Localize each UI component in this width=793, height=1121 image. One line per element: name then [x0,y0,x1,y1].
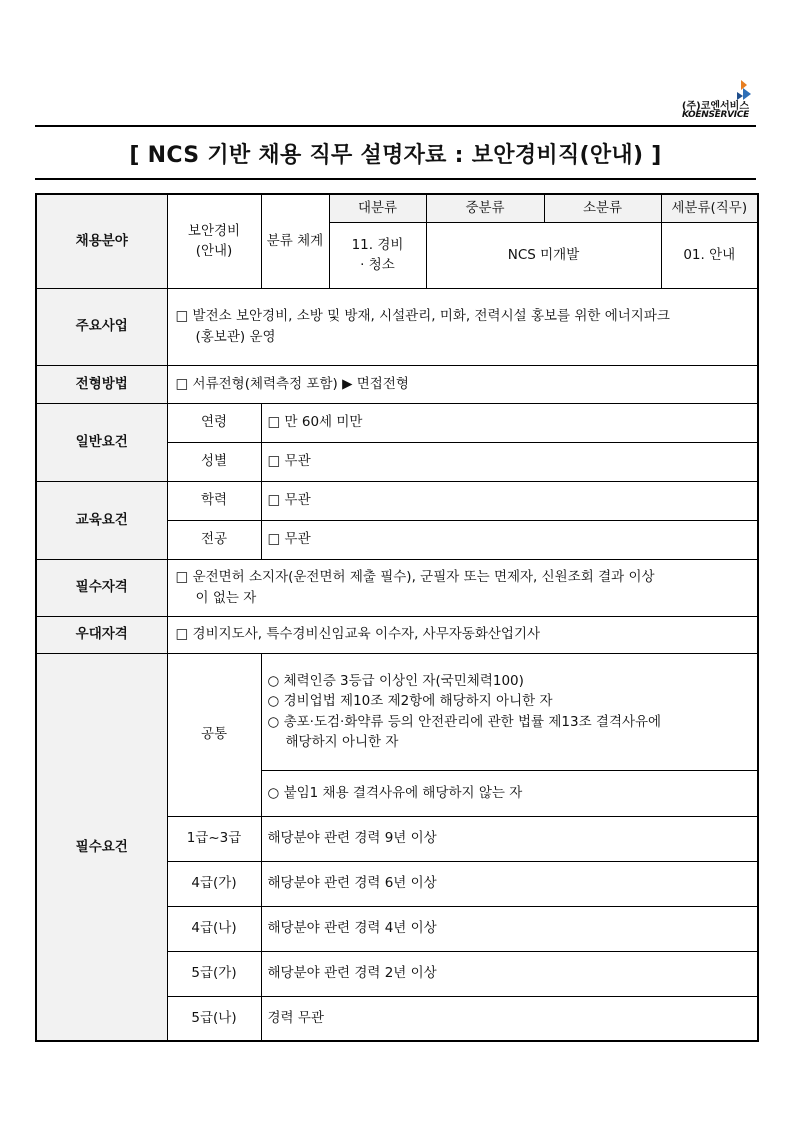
main-business-line2: (홍보관) 운영 [195,328,276,345]
requirements-label: 필수요건 [36,653,167,1041]
common-requirements-row [36,653,758,770]
main-business-line1: □ 발전소 보안경비, 소방 및 방재, 시설관리, 미화, 전력시설 홍보를 위한 에너지파크 [175,308,670,325]
edu-major-value: □ 무관 [261,520,758,559]
grade-value: 해당분야 관련 경력 6년 이상 [261,861,758,906]
main-business-value [167,288,758,365]
header-small: 소분류 [544,194,661,222]
field-label: 채용분야 [36,194,167,288]
field-value: 보안경비 (안내) [167,194,261,288]
grade-value: 해당분야 관련 경력 2년 이상 [261,951,758,996]
grade-value: 경력 무관 [261,996,758,1041]
page-title: [ NCS 기반 채용 직무 설명자료 : 보안경비직(안내) ] [129,143,662,168]
common-item: 해당하지 아니한 자 [285,733,399,750]
degree-value: □ 무관 [261,481,758,520]
grade-label: 1급~3급 [167,816,261,861]
common-item: ○ 체력인증 3등급 이상인 자(국민체력100) [267,673,524,689]
company-name-en: KOENSERVICE [681,110,749,120]
class-detail-value: 01. 안내 [661,222,758,288]
grade-label: 4급(가) [167,861,261,906]
preferred-cert-row [36,616,758,653]
grade-value: 해당분야 관련 경력 4년 이상 [261,906,758,951]
grade-label: 5급(가) [167,951,261,996]
title-rule-top [35,125,756,127]
class-middle-small-value: NCS 미개발 [426,222,661,288]
grade-label: 5급(나) [167,996,261,1041]
gender-value: □ 무관 [261,442,758,481]
required-cert-label: 필수자격 [36,559,167,616]
gender-label: 성별 [167,442,261,481]
selection-row [36,365,758,403]
education-label: 교육요건 [36,481,167,559]
edu-major-label: 전공 [167,520,261,559]
common-label: 공통 [167,653,261,816]
classification-header-row [36,194,758,222]
age-value: □ 만 60세 미만 [261,403,758,442]
job-description-table [35,193,759,1042]
general-age-row [36,403,758,442]
common-requirements-list [261,653,758,770]
required-cert-value [167,559,758,616]
system-label: 분류 체계 [261,194,329,288]
preferred-cert-label: 우대자격 [36,616,167,653]
title-rule-bottom [35,178,756,180]
education-degree-row [36,481,758,520]
grade-value: 해당분야 관련 경력 9년 이상 [261,816,758,861]
required-cert-line2: 이 없는 자 [195,589,257,606]
degree-label: 학력 [167,481,261,520]
header-major: 대분류 [329,194,426,222]
selection-label: 전형방법 [36,365,167,403]
header-middle: 중분류 [426,194,544,222]
header-detail: 세분류(직무) [661,194,758,222]
common-item: ○ 경비업법 제10조 제2항에 해당하지 아니한 자 [267,693,553,710]
main-business-row [36,288,758,365]
grade-label: 4급(나) [167,906,261,951]
required-cert-line1: □ 운전면허 소지자(운전면허 제출 필수), 군필자 또는 면제자, 신원조회 결과 이상 [175,569,655,586]
preferred-cert-value: □ 경비지도사, 특수경비신임교육 이수자, 사무자동화산업기사 [167,616,758,653]
class-major-value: 11. 경비 · 청소 [329,222,426,288]
company-logo [681,80,755,122]
age-label: 연령 [167,403,261,442]
general-label: 일반요건 [36,403,167,481]
common-item: ○ 총포·도검·화약류 등의 안전관리에 관한 법률 제13조 결격사유에 [267,713,662,730]
selection-value: □ 서류전형(체력측정 포함) ▶ 면접전형 [167,365,758,403]
required-cert-row [36,559,758,616]
common-extra-value: ○ 붙임1 채용 결격사유에 해당하지 않는 자 [261,770,758,816]
company-name: (주)코엔서비스 [681,101,749,112]
main-business-label: 주요사업 [36,288,167,365]
